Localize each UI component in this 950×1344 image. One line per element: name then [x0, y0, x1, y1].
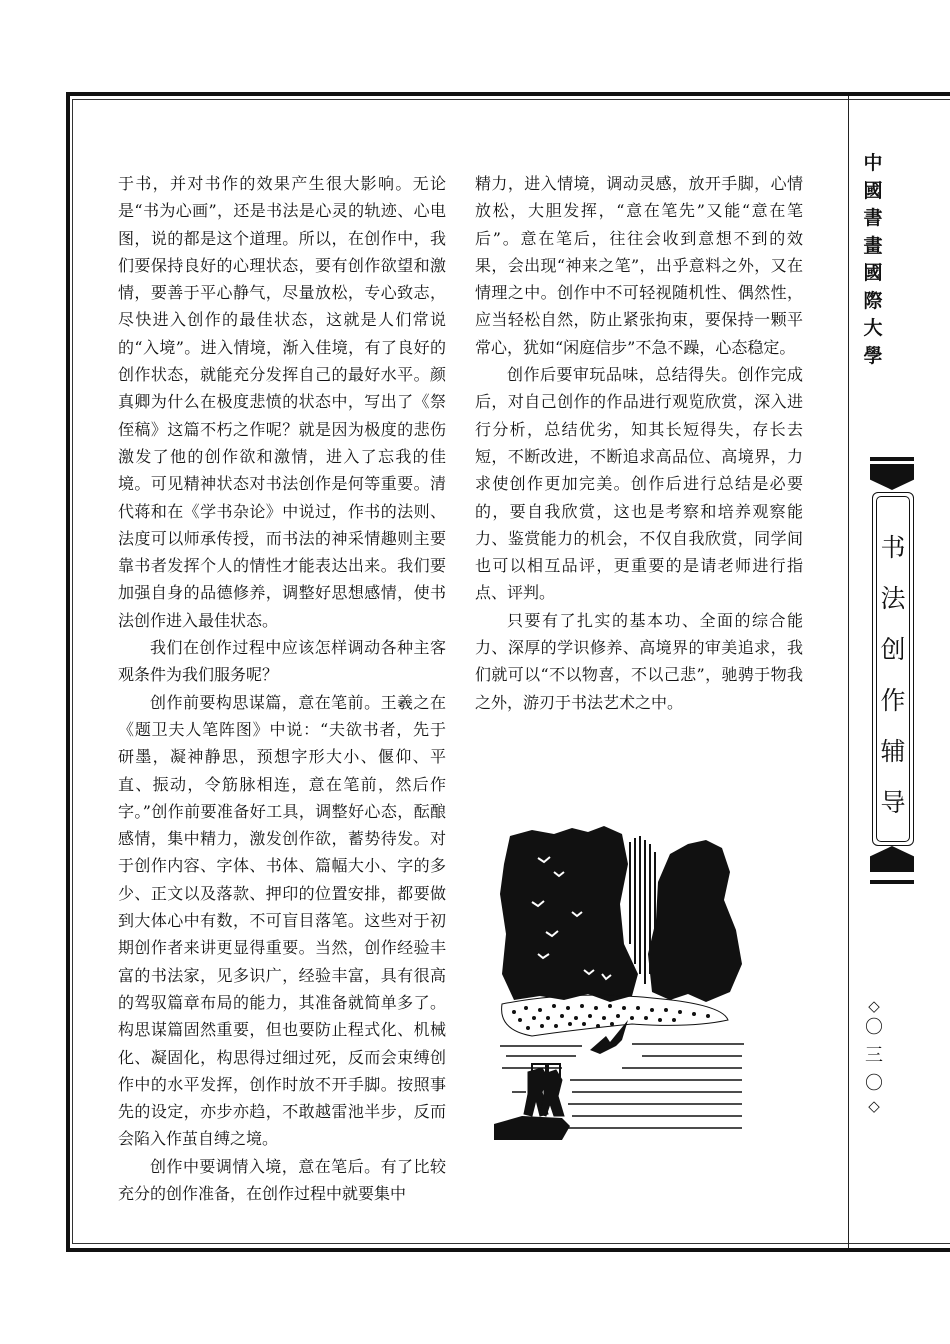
- school-char: 書: [863, 207, 883, 229]
- page-number: [860, 998, 888, 1114]
- title-char: 辅: [880, 737, 906, 766]
- margin-separator: [848, 96, 849, 1248]
- paragraph: 于书，并对书作的效果产生很大影响。无论是“书为心画”，还是书法是心灵的轨迹、心电图，说的都是这个道理。所以，在创作中，我们要保持良好的心理状态，要有创作欲望和激情，要善于平心静气，尽量放松，专心致志，尽快进入创作的最佳状态，这就是人们常说的“入境”。进入情境，渐入佳境，有了良好的创作状态，就能充分发挥自己的最好水平。颜真卿为什么在极度悲愤的状态中，写出了《祭侄稿》这篇不朽之作呢？就是因为极度的悲伤激发了他的创作欲和激情，进入了忘我的佳境。可见精神状态对书法创作是何等重要。清代蒋和在《学书杂论》中说过，作书的法则、法度可以师承传授，而书法的神采情趣则主要靠书者发挥个人的情性才能表达出来。我们要加强自身的品德修养，调整好思想感情，使书法创作进入最佳状态。: [118, 174, 446, 630]
- page-inner-rule-top: [72, 99, 950, 100]
- school-char: 大: [863, 317, 883, 339]
- school-char: 畫: [863, 234, 883, 257]
- paragraph: 创作中要调情入境，意在笔后。有了比较充分的创作准备，在创作过程中就要集中: [118, 1156, 446, 1203]
- page-digit: 〇: [865, 1073, 883, 1094]
- right-rock: [648, 840, 742, 1002]
- paragraph: 只要有了扎实的基本功、全面的综合能力、深厚的学识修养、高境界的审美追求，我们就可以“不以物喜，不以己悲”，驰骋于物我之外，游刃于书法艺术之中。: [475, 610, 803, 712]
- school-char: 中: [863, 152, 883, 174]
- paragraph: 创作前要构思谋篇，意在笔前。王羲之在《题卫夫人笔阵图》中说：“夫欲书者，先于研墨，凝神静思，预想字形大小、偃仰、平直、振动，令筋脉相连，意在笔前，然后作字。”创作前要准备好工具，调整好心态，酝酿感情，集中精力，激发创作欲，蓄势待发。对于创作内容、字体、书体、篇幅大小、字的多少、正文以及落款、押印的位置安排，都要做到大体心中有数，不可盲目落笔。这些对于初期创作者来讲更显得重要。当然，创作经验丰富的书法家，见多识广，经验丰富，具有很高的驾驭篇章布局的能力，其准备就简单多了。构思谋篇固然重要，但也要防止程式化、机械化、凝固化，构思得过细过死，反而会束缚创作中的水平发挥，创作时放不开手脚。按照事先的设定，亦步亦趋，不敢越雷池半步，反而会陷入作茧自缚之境。: [118, 692, 446, 1149]
- school-char: 國: [863, 262, 883, 284]
- page-frame-left: [66, 92, 70, 1252]
- body-text-left-column: [118, 170, 446, 1207]
- side-school-name: [859, 150, 887, 370]
- school-char: 國: [863, 179, 883, 202]
- figures-on-shore: [524, 1064, 564, 1116]
- page-inner-rule-left: [72, 99, 73, 1243]
- page-frame-top: [66, 92, 950, 96]
- book-title: [872, 522, 914, 828]
- body-text-right-column: [475, 170, 803, 716]
- page-digit: 三: [865, 1045, 883, 1066]
- paragraph: 创作后要审玩品味，总结得失。创作完成后，对自己创作的作品进行观览欣赏，深入进行分析，总结优劣，知其长短得失，存长去短，不断改进，不断追求高品位、高境界，力求使创作更加完美。创作后进行总结是必要的，要自我欣赏，这也是考察和培养观察能力、鉴赏能力的机会，不仅自我欣赏，同学间也可以相互品评，更重要的是请老师进行指点、评判。: [475, 365, 803, 603]
- title-char: 作: [880, 686, 906, 715]
- page-digit: 〇: [865, 1017, 883, 1038]
- paragraph: 精力，进入情境，调动灵感，放开手脚，心情放松，大胆发挥，“意在笔先”又能“意在笔后”。意在笔后，往往会收到意想不到的效果，会出现“神来之笔”，出乎意料之外，又在情理之中。创作中不可轻视随机性、偶然性，应当轻松自然，防止紧张拘束，要保持一颗平常心，犹如“闲庭信步”不急不躁，心态稳定。: [475, 174, 803, 357]
- title-char: 书: [880, 533, 906, 562]
- paragraph: 我们在创作过程中应该怎样调动各种主客观条件为我们服务呢？: [118, 638, 446, 685]
- page-frame-bottom: [66, 1248, 950, 1252]
- banner-bottom-ornament: [870, 846, 914, 872]
- banner-bottom-bar: [870, 880, 914, 884]
- diamond-icon: ◇: [868, 997, 880, 1015]
- page-inner-rule-bottom: [72, 1243, 950, 1244]
- banner-top-ornament: [870, 464, 914, 490]
- school-char: 際: [863, 289, 883, 312]
- title-char: 法: [880, 584, 906, 613]
- school-char: 學: [863, 344, 883, 367]
- title-char: 导: [880, 788, 906, 817]
- diamond-icon: ◇: [868, 1097, 880, 1115]
- woodcut-landscape-illustration: [492, 824, 752, 1140]
- banner-top-bar: [870, 457, 914, 461]
- shore: [494, 1116, 570, 1140]
- left-rock: [500, 826, 638, 1002]
- title-char: 创: [880, 635, 906, 664]
